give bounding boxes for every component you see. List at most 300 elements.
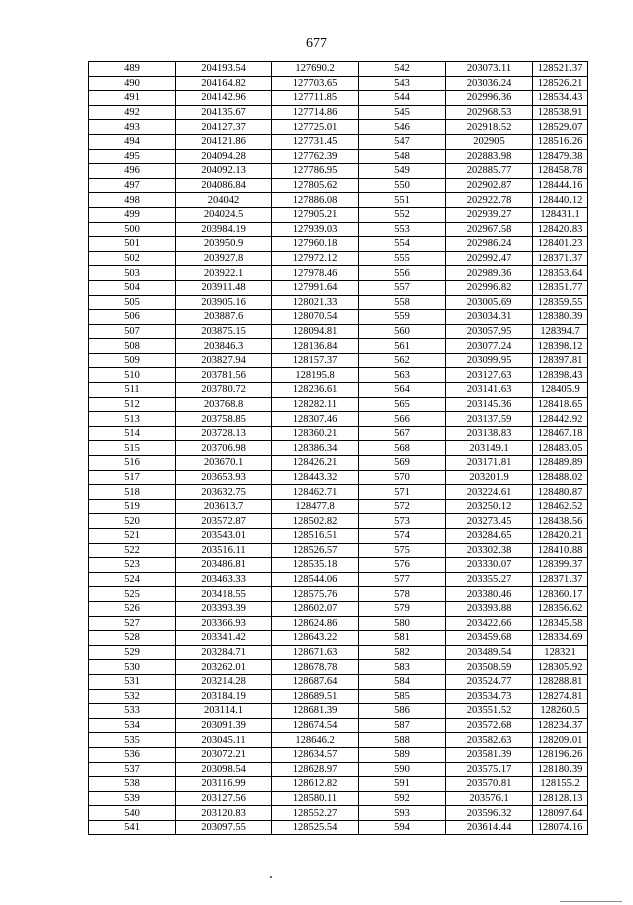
y-coordinate-cell: 127786.95 bbox=[272, 164, 359, 179]
x-coordinate-cell: 203486.81 bbox=[176, 558, 272, 573]
y-coordinate-cell: 128334.69 bbox=[533, 631, 588, 646]
table-row bbox=[89, 791, 588, 806]
y-coordinate-cell: 128687.64 bbox=[272, 674, 359, 689]
point-number-cell: 543 bbox=[359, 76, 446, 91]
x-coordinate-cell: 203091.39 bbox=[176, 718, 272, 733]
x-coordinate-cell: 203099.95 bbox=[446, 353, 533, 368]
table-row bbox=[89, 806, 588, 821]
y-coordinate-cell: 127978.46 bbox=[272, 266, 359, 281]
y-coordinate-cell: 128386.34 bbox=[272, 441, 359, 456]
x-coordinate-cell: 203393.39 bbox=[176, 601, 272, 616]
table-row bbox=[89, 660, 588, 675]
table-row bbox=[89, 514, 588, 529]
x-coordinate-cell: 203781.56 bbox=[176, 368, 272, 383]
point-number-cell: 504 bbox=[89, 280, 176, 295]
y-coordinate-cell: 127690.2 bbox=[272, 62, 359, 77]
y-coordinate-cell: 128575.76 bbox=[272, 587, 359, 602]
y-coordinate-cell: 128689.51 bbox=[272, 689, 359, 704]
point-number-cell: 581 bbox=[359, 631, 446, 646]
point-number-cell: 499 bbox=[89, 207, 176, 222]
y-coordinate-cell: 127939.03 bbox=[272, 222, 359, 237]
table-row bbox=[89, 207, 588, 222]
x-coordinate-cell: 204121.86 bbox=[176, 134, 272, 149]
y-coordinate-cell: 128431.1 bbox=[533, 207, 588, 222]
point-number-cell: 541 bbox=[89, 820, 176, 835]
x-coordinate-cell: 203463.33 bbox=[176, 572, 272, 587]
y-coordinate-cell: 128681.39 bbox=[272, 704, 359, 719]
x-coordinate-cell: 203508.59 bbox=[446, 660, 533, 675]
point-number-cell: 519 bbox=[89, 499, 176, 514]
x-coordinate-cell: 202905 bbox=[446, 134, 533, 149]
x-coordinate-cell: 203543.01 bbox=[176, 529, 272, 544]
y-coordinate-cell: 128094.81 bbox=[272, 324, 359, 339]
x-coordinate-cell: 203184.19 bbox=[176, 689, 272, 704]
x-coordinate-cell: 204193.54 bbox=[176, 62, 272, 77]
point-number-cell: 500 bbox=[89, 222, 176, 237]
x-coordinate-cell: 203905.16 bbox=[176, 295, 272, 310]
x-coordinate-cell: 203614.44 bbox=[446, 820, 533, 835]
x-coordinate-cell: 204164.82 bbox=[176, 76, 272, 91]
y-coordinate-cell: 128426.21 bbox=[272, 456, 359, 471]
point-number-cell: 505 bbox=[89, 295, 176, 310]
x-coordinate-cell: 203005.69 bbox=[446, 295, 533, 310]
y-coordinate-cell: 128180.39 bbox=[533, 762, 588, 777]
x-coordinate-cell: 203284.71 bbox=[176, 645, 272, 660]
y-coordinate-cell: 128195.8 bbox=[272, 368, 359, 383]
x-coordinate-cell: 202996.36 bbox=[446, 91, 533, 106]
point-number-cell: 553 bbox=[359, 222, 446, 237]
x-coordinate-cell: 203072.21 bbox=[176, 747, 272, 762]
table-row bbox=[89, 529, 588, 544]
table-row bbox=[89, 718, 588, 733]
point-number-cell: 576 bbox=[359, 558, 446, 573]
point-number-cell: 529 bbox=[89, 645, 176, 660]
x-coordinate-cell: 203758.85 bbox=[176, 412, 272, 427]
y-coordinate-cell: 128516.51 bbox=[272, 529, 359, 544]
y-coordinate-cell: 128321 bbox=[533, 645, 588, 660]
x-coordinate-cell: 203576.1 bbox=[446, 791, 533, 806]
y-coordinate-cell: 128420.83 bbox=[533, 222, 588, 237]
point-number-cell: 496 bbox=[89, 164, 176, 179]
point-number-cell: 588 bbox=[359, 733, 446, 748]
y-coordinate-cell: 128612.82 bbox=[272, 777, 359, 792]
table-row bbox=[89, 733, 588, 748]
page-number: 677 bbox=[306, 36, 327, 51]
x-coordinate-cell: 203127.56 bbox=[176, 791, 272, 806]
point-number-cell: 536 bbox=[89, 747, 176, 762]
y-coordinate-cell: 128260.5 bbox=[533, 704, 588, 719]
point-number-cell: 589 bbox=[359, 747, 446, 762]
x-coordinate-cell: 203572.68 bbox=[446, 718, 533, 733]
y-coordinate-cell: 128401.23 bbox=[533, 237, 588, 252]
x-coordinate-cell: 203670.1 bbox=[176, 456, 272, 471]
x-coordinate-cell: 203380.46 bbox=[446, 587, 533, 602]
point-number-cell: 489 bbox=[89, 62, 176, 77]
table-row bbox=[89, 558, 588, 573]
point-number-cell: 594 bbox=[359, 820, 446, 835]
x-coordinate-cell: 203137.59 bbox=[446, 412, 533, 427]
point-number-cell: 511 bbox=[89, 383, 176, 398]
x-coordinate-cell: 203780.72 bbox=[176, 383, 272, 398]
x-coordinate-cell: 203875.15 bbox=[176, 324, 272, 339]
y-coordinate-cell: 128021.33 bbox=[272, 295, 359, 310]
y-coordinate-cell: 127972.12 bbox=[272, 251, 359, 266]
point-number-cell: 590 bbox=[359, 762, 446, 777]
coordinates-table bbox=[88, 61, 588, 835]
point-number-cell: 568 bbox=[359, 441, 446, 456]
y-coordinate-cell: 128462.52 bbox=[533, 499, 588, 514]
x-coordinate-cell: 203827.94 bbox=[176, 353, 272, 368]
table-row bbox=[89, 485, 588, 500]
point-number-cell: 551 bbox=[359, 193, 446, 208]
y-coordinate-cell: 128359.55 bbox=[533, 295, 588, 310]
point-number-cell: 531 bbox=[89, 674, 176, 689]
y-coordinate-cell: 128305.92 bbox=[533, 660, 588, 675]
point-number-cell: 592 bbox=[359, 791, 446, 806]
x-coordinate-cell: 204135.67 bbox=[176, 105, 272, 120]
x-coordinate-cell: 203045.11 bbox=[176, 733, 272, 748]
y-coordinate-cell: 127991.64 bbox=[272, 280, 359, 295]
point-number-cell: 545 bbox=[359, 105, 446, 120]
x-coordinate-cell: 203459.68 bbox=[446, 631, 533, 646]
point-number-cell: 513 bbox=[89, 412, 176, 427]
y-coordinate-cell: 128602.07 bbox=[272, 601, 359, 616]
point-number-cell: 514 bbox=[89, 426, 176, 441]
y-coordinate-cell: 128438.56 bbox=[533, 514, 588, 529]
table-row bbox=[89, 820, 588, 835]
y-coordinate-cell: 128488.02 bbox=[533, 470, 588, 485]
y-coordinate-cell: 128624.86 bbox=[272, 616, 359, 631]
y-coordinate-cell: 128418.65 bbox=[533, 397, 588, 412]
y-coordinate-cell: 128525.54 bbox=[272, 820, 359, 835]
x-coordinate-cell: 204024.5 bbox=[176, 207, 272, 222]
y-coordinate-cell: 128345.58 bbox=[533, 616, 588, 631]
point-number-cell: 521 bbox=[89, 529, 176, 544]
point-number-cell: 567 bbox=[359, 426, 446, 441]
x-coordinate-cell: 202989.36 bbox=[446, 266, 533, 281]
table-row bbox=[89, 295, 588, 310]
x-coordinate-cell: 203224.61 bbox=[446, 485, 533, 500]
table-row bbox=[89, 105, 588, 120]
point-number-cell: 538 bbox=[89, 777, 176, 792]
point-number-cell: 510 bbox=[89, 368, 176, 383]
point-number-cell: 558 bbox=[359, 295, 446, 310]
y-coordinate-cell: 128544.06 bbox=[272, 572, 359, 587]
point-number-cell: 547 bbox=[359, 134, 446, 149]
x-coordinate-cell: 203034.31 bbox=[446, 310, 533, 325]
point-number-cell: 569 bbox=[359, 456, 446, 471]
y-coordinate-cell: 128674.54 bbox=[272, 718, 359, 733]
x-coordinate-cell: 203728.13 bbox=[176, 426, 272, 441]
table-row bbox=[89, 280, 588, 295]
y-coordinate-cell: 128356.62 bbox=[533, 601, 588, 616]
x-coordinate-cell: 203057.95 bbox=[446, 324, 533, 339]
y-coordinate-cell: 128440.12 bbox=[533, 193, 588, 208]
y-coordinate-cell: 128236.61 bbox=[272, 383, 359, 398]
x-coordinate-cell: 203214.28 bbox=[176, 674, 272, 689]
y-coordinate-cell: 128477.8 bbox=[272, 499, 359, 514]
point-number-cell: 533 bbox=[89, 704, 176, 719]
point-number-cell: 591 bbox=[359, 777, 446, 792]
point-number-cell: 509 bbox=[89, 353, 176, 368]
y-coordinate-cell: 128399.37 bbox=[533, 558, 588, 573]
y-coordinate-cell: 128526.21 bbox=[533, 76, 588, 91]
table-row bbox=[89, 62, 588, 77]
x-coordinate-cell: 202922.78 bbox=[446, 193, 533, 208]
y-coordinate-cell: 128480.87 bbox=[533, 485, 588, 500]
x-coordinate-cell: 203077.24 bbox=[446, 339, 533, 354]
y-coordinate-cell: 128671.63 bbox=[272, 645, 359, 660]
point-number-cell: 559 bbox=[359, 310, 446, 325]
point-number-cell: 554 bbox=[359, 237, 446, 252]
y-coordinate-cell: 128371.37 bbox=[533, 572, 588, 587]
point-number-cell: 548 bbox=[359, 149, 446, 164]
y-coordinate-cell: 128307.46 bbox=[272, 412, 359, 427]
y-coordinate-cell: 128070.54 bbox=[272, 310, 359, 325]
point-number-cell: 572 bbox=[359, 499, 446, 514]
point-number-cell: 565 bbox=[359, 397, 446, 412]
y-coordinate-cell: 128360.21 bbox=[272, 426, 359, 441]
point-number-cell: 494 bbox=[89, 134, 176, 149]
y-coordinate-cell: 128526.57 bbox=[272, 543, 359, 558]
table-row bbox=[89, 412, 588, 427]
x-coordinate-cell: 202996.82 bbox=[446, 280, 533, 295]
x-coordinate-cell: 203922.1 bbox=[176, 266, 272, 281]
point-number-cell: 490 bbox=[89, 76, 176, 91]
point-number-cell: 571 bbox=[359, 485, 446, 500]
point-number-cell: 580 bbox=[359, 616, 446, 631]
x-coordinate-cell: 203984.19 bbox=[176, 222, 272, 237]
point-number-cell: 532 bbox=[89, 689, 176, 704]
point-number-cell: 508 bbox=[89, 339, 176, 354]
y-coordinate-cell: 127725.01 bbox=[272, 120, 359, 135]
y-coordinate-cell: 128360.17 bbox=[533, 587, 588, 602]
table-row bbox=[89, 426, 588, 441]
table-row bbox=[89, 134, 588, 149]
point-number-cell: 518 bbox=[89, 485, 176, 500]
y-coordinate-cell: 127711.85 bbox=[272, 91, 359, 106]
x-coordinate-cell: 203127.63 bbox=[446, 368, 533, 383]
x-coordinate-cell: 203422.66 bbox=[446, 616, 533, 631]
x-coordinate-cell: 202918.52 bbox=[446, 120, 533, 135]
x-coordinate-cell: 203575.17 bbox=[446, 762, 533, 777]
x-coordinate-cell: 203366.93 bbox=[176, 616, 272, 631]
table-row bbox=[89, 368, 588, 383]
point-number-cell: 578 bbox=[359, 587, 446, 602]
x-coordinate-cell: 203141.63 bbox=[446, 383, 533, 398]
y-coordinate-cell: 128405.9 bbox=[533, 383, 588, 398]
x-coordinate-cell: 203582.63 bbox=[446, 733, 533, 748]
y-coordinate-cell: 128634.57 bbox=[272, 747, 359, 762]
x-coordinate-cell: 203114.1 bbox=[176, 704, 272, 719]
point-number-cell: 540 bbox=[89, 806, 176, 821]
x-coordinate-cell: 203116.99 bbox=[176, 777, 272, 792]
table-row bbox=[89, 383, 588, 398]
table-row bbox=[89, 587, 588, 602]
y-coordinate-cell: 128552.27 bbox=[272, 806, 359, 821]
table-row bbox=[89, 266, 588, 281]
point-number-cell: 527 bbox=[89, 616, 176, 631]
table-row bbox=[89, 149, 588, 164]
point-number-cell: 512 bbox=[89, 397, 176, 412]
table-row bbox=[89, 499, 588, 514]
point-number-cell: 515 bbox=[89, 441, 176, 456]
y-coordinate-cell: 128155.2 bbox=[533, 777, 588, 792]
x-coordinate-cell: 203596.32 bbox=[446, 806, 533, 821]
x-coordinate-cell: 203418.55 bbox=[176, 587, 272, 602]
table-row bbox=[89, 674, 588, 689]
y-coordinate-cell: 127762.39 bbox=[272, 149, 359, 164]
point-number-cell: 503 bbox=[89, 266, 176, 281]
table-row bbox=[89, 310, 588, 325]
point-number-cell: 556 bbox=[359, 266, 446, 281]
x-coordinate-cell: 203653.93 bbox=[176, 470, 272, 485]
point-number-cell: 574 bbox=[359, 529, 446, 544]
point-number-cell: 587 bbox=[359, 718, 446, 733]
point-number-cell: 584 bbox=[359, 674, 446, 689]
y-coordinate-cell: 128442.92 bbox=[533, 412, 588, 427]
point-number-cell: 493 bbox=[89, 120, 176, 135]
x-coordinate-cell: 202992.47 bbox=[446, 251, 533, 266]
point-number-cell: 530 bbox=[89, 660, 176, 675]
table-row bbox=[89, 397, 588, 412]
point-number-cell: 577 bbox=[359, 572, 446, 587]
x-coordinate-cell: 203524.77 bbox=[446, 674, 533, 689]
x-coordinate-cell: 203097.55 bbox=[176, 820, 272, 835]
x-coordinate-cell: 203613.7 bbox=[176, 499, 272, 514]
table-row bbox=[89, 237, 588, 252]
y-coordinate-cell: 128157.37 bbox=[272, 353, 359, 368]
x-coordinate-cell: 203098.54 bbox=[176, 762, 272, 777]
y-coordinate-cell: 127731.45 bbox=[272, 134, 359, 149]
point-number-cell: 552 bbox=[359, 207, 446, 222]
footer-rule bbox=[560, 901, 622, 902]
table-row bbox=[89, 762, 588, 777]
x-coordinate-cell: 203516.11 bbox=[176, 543, 272, 558]
y-coordinate-cell: 128410.88 bbox=[533, 543, 588, 558]
x-coordinate-cell: 204127.37 bbox=[176, 120, 272, 135]
point-number-cell: 555 bbox=[359, 251, 446, 266]
point-number-cell: 550 bbox=[359, 178, 446, 193]
point-number-cell: 539 bbox=[89, 791, 176, 806]
table-row bbox=[89, 222, 588, 237]
x-coordinate-cell: 202902.87 bbox=[446, 178, 533, 193]
point-number-cell: 520 bbox=[89, 514, 176, 529]
point-number-cell: 593 bbox=[359, 806, 446, 821]
point-number-cell: 524 bbox=[89, 572, 176, 587]
x-coordinate-cell: 204094.28 bbox=[176, 149, 272, 164]
x-coordinate-cell: 203927.8 bbox=[176, 251, 272, 266]
x-coordinate-cell: 203171.81 bbox=[446, 456, 533, 471]
y-coordinate-cell: 128351.77 bbox=[533, 280, 588, 295]
table-row bbox=[89, 543, 588, 558]
y-coordinate-cell: 128288.81 bbox=[533, 674, 588, 689]
x-coordinate-cell: 203138.83 bbox=[446, 426, 533, 441]
table-row bbox=[89, 704, 588, 719]
y-coordinate-cell: 128628.97 bbox=[272, 762, 359, 777]
scan-speck bbox=[270, 876, 272, 878]
point-number-cell: 546 bbox=[359, 120, 446, 135]
x-coordinate-cell: 202883.98 bbox=[446, 149, 533, 164]
y-coordinate-cell: 128529.07 bbox=[533, 120, 588, 135]
x-coordinate-cell: 203911.48 bbox=[176, 280, 272, 295]
y-coordinate-cell: 128282.11 bbox=[272, 397, 359, 412]
y-coordinate-cell: 128209.01 bbox=[533, 733, 588, 748]
point-number-cell: 522 bbox=[89, 543, 176, 558]
y-coordinate-cell: 128534.43 bbox=[533, 91, 588, 106]
point-number-cell: 501 bbox=[89, 237, 176, 252]
y-coordinate-cell: 128074.16 bbox=[533, 820, 588, 835]
x-coordinate-cell: 203355.27 bbox=[446, 572, 533, 587]
y-coordinate-cell: 128398.43 bbox=[533, 368, 588, 383]
table-row bbox=[89, 777, 588, 792]
y-coordinate-cell: 128394.7 bbox=[533, 324, 588, 339]
y-coordinate-cell: 128467.18 bbox=[533, 426, 588, 441]
x-coordinate-cell: 203632.75 bbox=[176, 485, 272, 500]
point-number-cell: 502 bbox=[89, 251, 176, 266]
point-number-cell: 586 bbox=[359, 704, 446, 719]
y-coordinate-cell: 128196.26 bbox=[533, 747, 588, 762]
x-coordinate-cell: 203341.42 bbox=[176, 631, 272, 646]
y-coordinate-cell: 128274.81 bbox=[533, 689, 588, 704]
y-coordinate-cell: 128371.37 bbox=[533, 251, 588, 266]
y-coordinate-cell: 128479.38 bbox=[533, 149, 588, 164]
table-row bbox=[89, 747, 588, 762]
point-number-cell: 498 bbox=[89, 193, 176, 208]
y-coordinate-cell: 127805.62 bbox=[272, 178, 359, 193]
x-coordinate-cell: 203284.65 bbox=[446, 529, 533, 544]
x-coordinate-cell: 203073.11 bbox=[446, 62, 533, 77]
point-number-cell: 526 bbox=[89, 601, 176, 616]
point-number-cell: 573 bbox=[359, 514, 446, 529]
y-coordinate-cell: 127714.86 bbox=[272, 105, 359, 120]
table-row bbox=[89, 645, 588, 660]
x-coordinate-cell: 203489.54 bbox=[446, 645, 533, 660]
y-coordinate-cell: 127703.65 bbox=[272, 76, 359, 91]
point-number-cell: 582 bbox=[359, 645, 446, 660]
y-coordinate-cell: 128353.64 bbox=[533, 266, 588, 281]
point-number-cell: 523 bbox=[89, 558, 176, 573]
table-row bbox=[89, 76, 588, 91]
y-coordinate-cell: 128380.39 bbox=[533, 310, 588, 325]
table-row bbox=[89, 120, 588, 135]
point-number-cell: 570 bbox=[359, 470, 446, 485]
point-number-cell: 542 bbox=[359, 62, 446, 77]
point-number-cell: 562 bbox=[359, 353, 446, 368]
table-row bbox=[89, 353, 588, 368]
y-coordinate-cell: 128443.32 bbox=[272, 470, 359, 485]
x-coordinate-cell: 203572.87 bbox=[176, 514, 272, 529]
y-coordinate-cell: 128538.91 bbox=[533, 105, 588, 120]
point-number-cell: 528 bbox=[89, 631, 176, 646]
point-number-cell: 549 bbox=[359, 164, 446, 179]
y-coordinate-cell: 128462.71 bbox=[272, 485, 359, 500]
y-coordinate-cell: 128458.78 bbox=[533, 164, 588, 179]
table-row bbox=[89, 470, 588, 485]
y-coordinate-cell: 127905.21 bbox=[272, 207, 359, 222]
table-row bbox=[89, 456, 588, 471]
x-coordinate-cell: 203706.98 bbox=[176, 441, 272, 456]
y-coordinate-cell: 128420.21 bbox=[533, 529, 588, 544]
x-coordinate-cell: 203581.39 bbox=[446, 747, 533, 762]
x-coordinate-cell: 203262.01 bbox=[176, 660, 272, 675]
table-row bbox=[89, 689, 588, 704]
point-number-cell: 534 bbox=[89, 718, 176, 733]
y-coordinate-cell: 128535.18 bbox=[272, 558, 359, 573]
y-coordinate-cell: 128444.16 bbox=[533, 178, 588, 193]
x-coordinate-cell: 203551.52 bbox=[446, 704, 533, 719]
x-coordinate-cell: 203120.83 bbox=[176, 806, 272, 821]
